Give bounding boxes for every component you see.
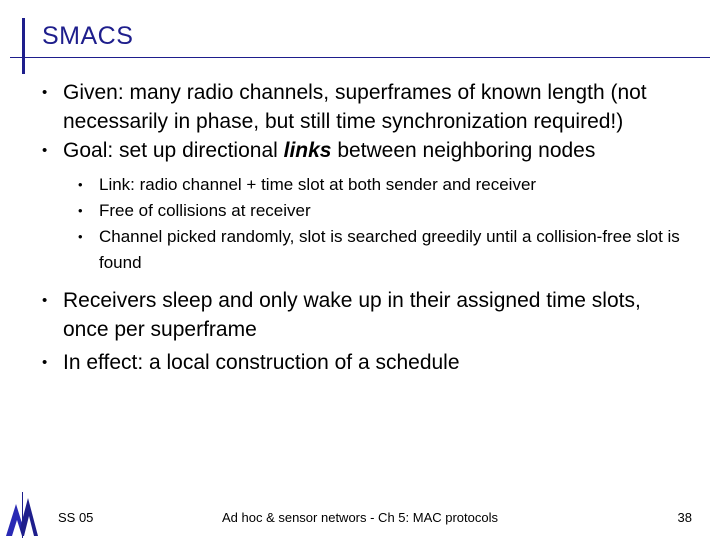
bullet-icon: • [78,203,83,218]
sub-bullet-item [78,172,690,198]
bullet-list-continued [40,286,690,377]
sub-bullet-text: Link: radio channel + time slot at both sender and receiver [99,175,537,194]
bullet-item [40,78,690,136]
title-underline [10,57,710,58]
bullet-icon: • [42,354,48,371]
title-accent-bar [22,18,25,74]
bullet-icon: • [42,292,48,309]
sub-bullet-text: Channel picked randomly, slot is searched greedily until a collision-free slot is found [99,227,680,272]
bullet-text [63,139,595,162]
sub-bullet-text: Free of collisions at receiver [99,201,311,220]
bullet-text: Receivers sleep and only wake up in their assigned time slots, once per superframe [63,289,641,341]
bullet-icon: • [42,142,48,159]
slide-title: SMACS [42,22,134,50]
bullet-icon: • [42,84,48,101]
page-number: 38 [677,510,692,525]
bullet-text-start: Goal: set up directional [63,139,284,162]
bullet-icon: • [78,229,83,244]
sub-bullet-item [78,198,690,224]
footer-course-title: Ad hoc & sensor networs - Ch 5: MAC protocols [221,510,498,525]
bullet-item [40,136,690,165]
bullet-text-end: between neighboring nodes [331,139,596,162]
bullet-item [40,286,690,344]
sub-bullet-item [78,224,690,276]
emphasized-term: links [283,139,332,162]
bullet-item [40,348,690,377]
bullet-text: In effect: a local construction of a schedule [63,351,460,374]
slide-content [40,78,690,377]
bullet-text: Given: many radio channels, superframes of known length (not necessarily in phase, but still time synchronization required!) [63,81,647,133]
bullet-icon: • [78,177,83,192]
footer-semester: SS 05 [58,510,94,525]
bullet-list [40,78,690,165]
sub-bullet-list [78,172,690,276]
